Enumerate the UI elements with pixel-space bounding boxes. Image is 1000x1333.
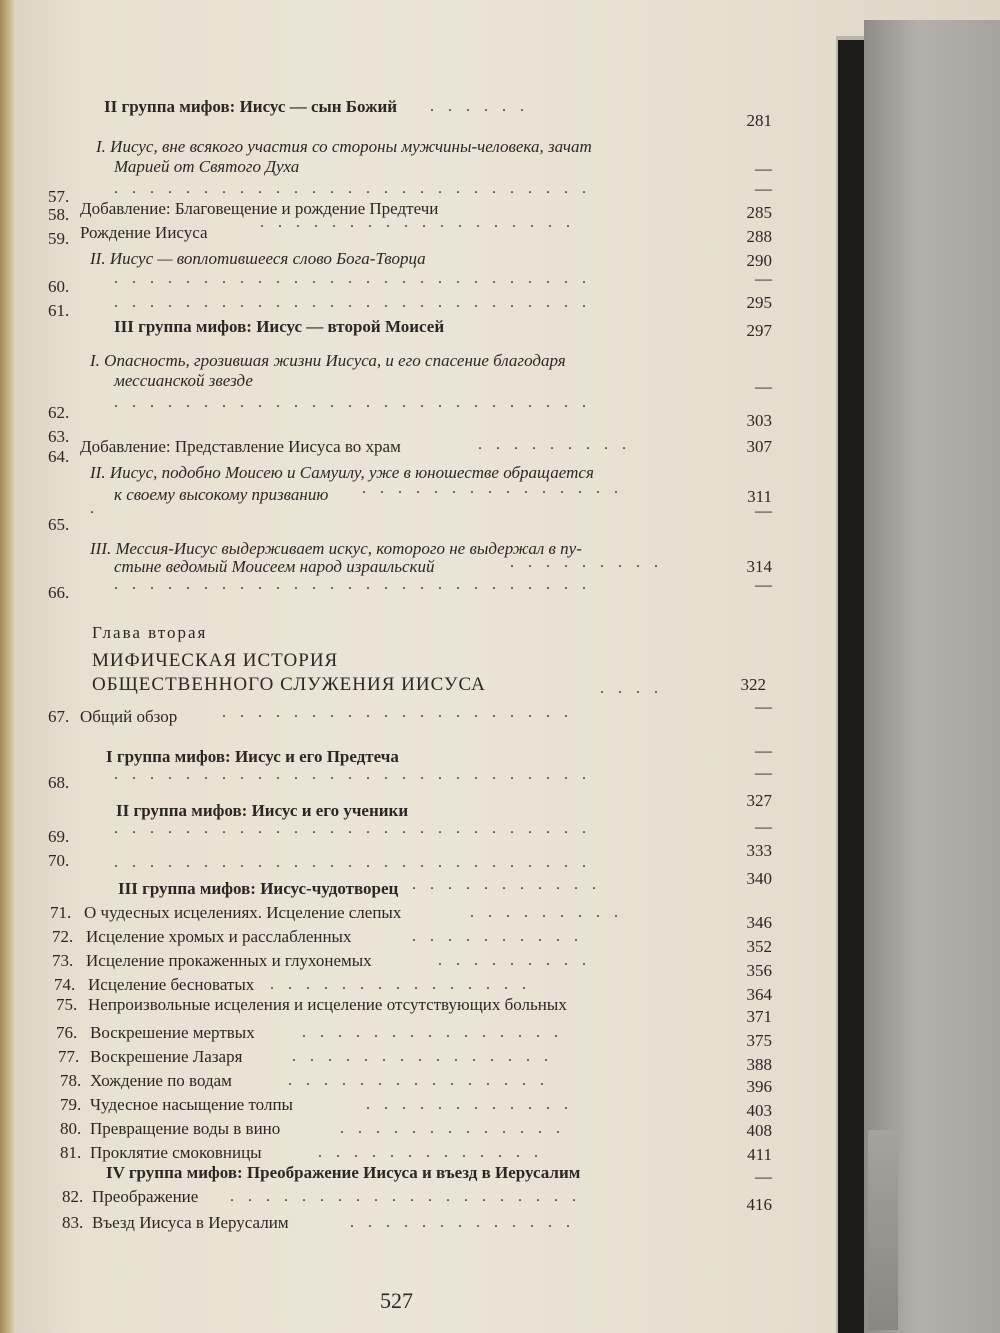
toc-page: —	[755, 179, 772, 198]
toc-page: 297	[746, 321, 772, 340]
chapter-title-line-1: МИФИЧЕСКАЯ ИСТОРИЯ	[92, 650, 339, 671]
toc-page: 288	[746, 227, 772, 246]
dot-leader: ...........................	[114, 766, 600, 783]
toc-number: 64.	[48, 447, 70, 466]
toc-title: Рождение Иисуса	[80, 223, 208, 242]
toc-title: Хождение по водам	[90, 1071, 232, 1090]
dot-leader: ...........................	[114, 294, 600, 311]
dot-leader: ....	[600, 680, 672, 697]
toc-page: 303	[746, 411, 772, 430]
toc-title: Добавление: Представление Иисуса во храм	[80, 437, 401, 456]
toc-page: 290	[746, 251, 772, 270]
dot-leader: ...............	[270, 976, 540, 993]
dot-leader: ...........................	[114, 270, 600, 287]
toc-page: —	[755, 741, 772, 760]
toc-number: 80.	[60, 1119, 82, 1138]
dot-leader: ..................	[260, 214, 584, 231]
toc-title: II. Иисус, подобно Моисею и Самуилу, уже в юношестве обращается	[90, 463, 594, 482]
toc-page: —	[755, 501, 772, 520]
toc-title: Чудесное насыщение толпы	[90, 1095, 293, 1114]
chapter-label	[0, 622, 800, 652]
toc-title: II группа мифов: Иисус — сын Божий	[104, 97, 398, 116]
toc-number: 61.	[48, 301, 70, 320]
toc-entry	[0, 575, 800, 608]
toc-title: Въезд Иисуса в Иерусалим	[92, 1213, 289, 1232]
toc-entry	[0, 500, 800, 538]
toc-title: О чудесных исцелениях. Исцеление слепых	[84, 903, 402, 922]
toc-title: I. Иисус, вне всякого участия со стороны мужчины-человека, зачат	[96, 137, 592, 156]
dot-leader: ............	[366, 1096, 582, 1113]
toc-title: IV группа мифов: Преображение Иисуса и въезд в Иерусалим	[106, 1163, 581, 1182]
dot-leader: ...........	[412, 876, 610, 893]
toc-title: I. Опасность, грозившая жизни Иисуса, и его спасение благодаря	[90, 351, 566, 370]
toc-page: 396	[746, 1077, 772, 1096]
toc-entry	[0, 994, 800, 1024]
dot-leader: ...........................	[114, 576, 600, 593]
toc-number: 73.	[52, 951, 74, 970]
toc-page: 311	[747, 487, 772, 506]
dot-leader: ...........................	[114, 820, 600, 837]
toc-page: —	[755, 817, 772, 836]
toc-title: к своему высокому призванию	[114, 485, 329, 504]
toc-entry	[0, 763, 800, 798]
dot-leader: ......	[430, 98, 538, 115]
toc-page: 314	[746, 557, 772, 576]
toc-title: Воскрешение Лазаря	[90, 1047, 243, 1066]
book-spine	[838, 40, 864, 1333]
toc-page: 352	[746, 937, 772, 956]
toc-title: III. Мессия-Иисус выдерживает искус, которого не выдержал в пу-	[90, 539, 582, 558]
toc-number: 76.	[56, 1023, 78, 1042]
toc-group-heading	[0, 96, 800, 130]
toc-page: —	[755, 377, 772, 396]
toc-title: III группа мифов: Иисус — второй Моисей	[114, 317, 445, 336]
toc-page: 285	[746, 203, 772, 222]
toc-number: 59.	[48, 229, 70, 248]
toc-entry	[0, 1212, 800, 1242]
toc-page: —	[755, 159, 772, 178]
toc-number: 60.	[48, 277, 70, 296]
toc-subheading	[0, 148, 800, 178]
toc-entry	[0, 841, 800, 876]
toc-number: 74.	[54, 975, 76, 994]
toc-number: 78.	[60, 1071, 82, 1090]
dot-leader: ....................	[230, 1188, 590, 1205]
toc-page: 388	[746, 1055, 772, 1074]
dot-leader: .............	[350, 1214, 584, 1231]
toc-entry	[0, 697, 800, 736]
toc-title: Преображение	[92, 1187, 199, 1206]
cover-corner	[868, 1130, 898, 1330]
toc-page: —	[755, 269, 772, 288]
toc-page: 411	[747, 1145, 772, 1164]
toc-title: мессианской звезде	[114, 371, 253, 390]
toc-number: 75.	[56, 995, 78, 1014]
dot-leader: .........	[438, 952, 600, 969]
toc-title: Воскрешение мертвых	[90, 1023, 255, 1042]
toc-page: —	[755, 1167, 772, 1186]
toc-number: 69.	[48, 827, 70, 846]
toc-number: 83.	[62, 1213, 84, 1232]
toc-page: 327	[746, 791, 772, 810]
dot-leader: .............	[340, 1120, 574, 1137]
dot-leader: ...............	[288, 1072, 558, 1089]
chapter-title-line-2: ОБЩЕСТВЕННОГО СЛУЖЕНИЯ ИИСУСА	[92, 674, 486, 695]
toc-page: 416	[746, 1195, 772, 1214]
dot-leader: .........	[510, 554, 672, 571]
toc-page: 408	[746, 1121, 772, 1140]
toc-group-heading	[0, 316, 800, 346]
toc-title: Превращение воды в вино	[90, 1119, 281, 1138]
dot-leader: ...........................	[114, 394, 600, 411]
toc-title: Исцеление бесноватых	[88, 975, 255, 994]
toc-page: —	[755, 763, 772, 782]
toc-title: II группа мифов: Иисус и его ученики	[116, 801, 409, 820]
toc-title: Проклятие смоковницы	[90, 1143, 262, 1162]
dot-leader: .........	[478, 436, 640, 453]
dot-leader: ...........................	[114, 180, 600, 197]
toc-number: 57.	[48, 187, 70, 206]
dot-leader: .............	[318, 1144, 552, 1161]
toc-title: Исцеление хромых и расслабленных	[86, 927, 352, 946]
toc-number: 67.	[48, 707, 70, 726]
toc-number: 63.	[48, 427, 70, 446]
toc-number: 65.	[48, 515, 70, 534]
dot-leader: ...............	[362, 480, 632, 497]
toc-page: —	[755, 575, 772, 594]
dot-leader: ....................	[222, 704, 582, 721]
toc-number: 62.	[48, 403, 70, 422]
page-number: 527	[380, 1288, 413, 1313]
dot-leader: ..........	[412, 928, 592, 945]
dot-leader: ...........................	[114, 854, 600, 871]
toc-title: Исцеление прокаженных и глухонемых	[86, 951, 372, 970]
toc-page: 371	[746, 1007, 772, 1026]
toc-number: 77.	[58, 1047, 80, 1066]
toc-title: II. Иисус — воплотившееся слово Бога-Творца	[90, 249, 426, 268]
toc-page: 295	[746, 293, 772, 312]
toc-title: III группа мифов: Иисус-чудотворец	[118, 879, 399, 898]
toc-title: Добавление: Благовещение и рождение Предтечи	[80, 199, 439, 218]
toc-page: 307	[746, 437, 772, 456]
toc-title: стыне ведомый Моисеем народ израильский	[114, 557, 435, 576]
dot-leader: ...............	[302, 1024, 572, 1041]
toc-number: 70.	[48, 851, 70, 870]
toc-number: 68.	[48, 773, 70, 792]
chapter-title	[0, 674, 800, 704]
toc-page: —	[755, 697, 772, 716]
toc-number: 58.	[48, 205, 70, 224]
toc-page: 364	[746, 985, 772, 1004]
toc-page: 375	[746, 1031, 772, 1050]
toc-number: 82.	[62, 1187, 84, 1206]
toc-number: 66.	[48, 583, 70, 602]
dot-leader: ...............	[292, 1048, 562, 1065]
toc-page: 322	[740, 675, 766, 694]
chapter-label-text: Глава вторая	[92, 623, 208, 642]
dot-leader: .........	[470, 904, 632, 921]
toc-number: 79.	[60, 1095, 82, 1114]
toc-title: Общий обзор	[80, 707, 178, 726]
dot-leader: .	[90, 500, 108, 517]
toc-page: 346	[746, 913, 772, 932]
toc-title: I группа мифов: Иисус и его Предтеча	[106, 747, 399, 766]
toc-page: 403	[746, 1101, 772, 1120]
toc-page: 356	[746, 961, 772, 980]
toc-title: Марией от Святого Духа	[114, 157, 300, 176]
toc-page: 340	[746, 869, 772, 888]
toc-number: 72.	[52, 927, 74, 946]
toc-number: 71.	[50, 903, 72, 922]
toc-page: 333	[746, 841, 772, 860]
toc-page: 281	[746, 111, 772, 130]
toc-title: Непроизвольные исцеления и исцеление отсутствующих больных	[88, 995, 567, 1014]
toc-number: 81.	[60, 1143, 82, 1162]
